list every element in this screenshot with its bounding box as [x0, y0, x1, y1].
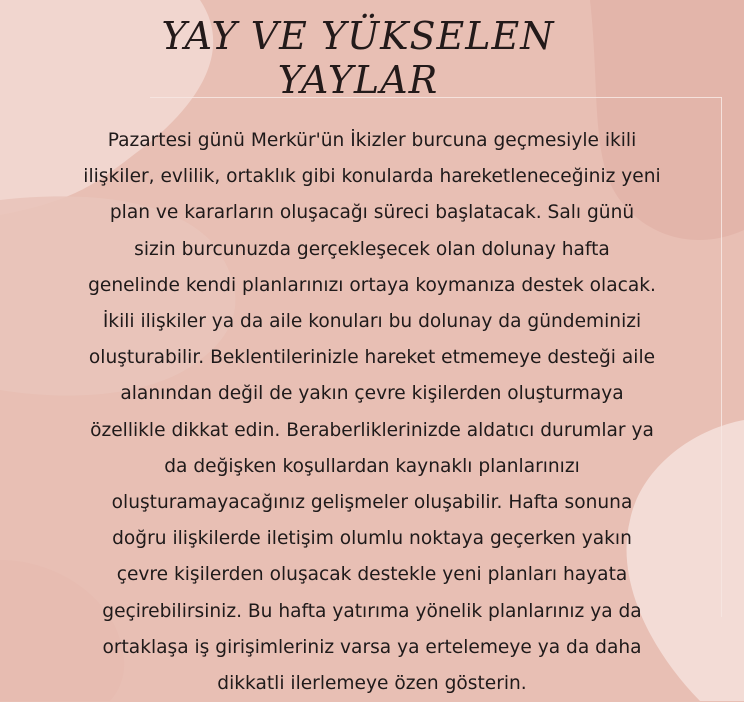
body-line: doğru ilişkilerde iletişim olumlu noktaya geçerken yakın: [112, 528, 632, 550]
body-line: ilişkiler, evlilik, ortaklık gibi konularda hareketleneceğiniz yeni: [83, 166, 661, 188]
body-line: oluşturamayacağınız gelişmeler oluşabilir. Hafta sonuna: [111, 492, 633, 514]
body-line: sizin burcunuzda gerçekleşecek olan dolunay hafta: [134, 238, 610, 260]
body-line: özellikle dikkat edin. Beraberliklerinizde aldatıcı durumlar ya: [90, 419, 654, 441]
body-line: İkili ilişkiler ya da aile konuları bu dolunay da gündeminizi: [102, 311, 642, 333]
body-line: geçirebilirsiniz. Bu hafta yatırıma yönelik planlarınız ya da: [102, 600, 642, 622]
body-line: dikkatli ilerlemeye özen gösterin.: [217, 673, 527, 695]
body-line: Pazartesi günü Merkür'ün İkizler burcuna geçmesiyle ikili: [107, 130, 637, 151]
page-title: [0, 14, 730, 102]
title-line-2: YAYLAR: [277, 58, 439, 102]
body-line: genelinde kendi planlarınızı ortaya koymanıza destek olacak.: [88, 274, 656, 296]
body-line: ortaklaşa iş girişimleriniz varsa ya ertelemeye ya da daha: [102, 636, 642, 658]
horoscope-body: [26, 123, 718, 702]
body-line: oluşturabilir. Beklentilerinizle hareket etmemeye desteği aile: [88, 347, 656, 369]
title-line-1: YAY VE YÜKSELEN: [161, 14, 555, 58]
body-line: çevre kişilerden oluşacak destekle yeni planları hayata: [116, 564, 628, 586]
body-line: alanından değil de yakın çevre kişilerden oluşturmaya: [120, 383, 624, 405]
body-line: da değişken koşullardan kaynaklı planlarınızı: [164, 455, 580, 477]
body-line: plan ve kararların oluşacağı süreci başlatacak. Salı günü: [109, 202, 635, 224]
frame-right-line: [721, 97, 722, 617]
